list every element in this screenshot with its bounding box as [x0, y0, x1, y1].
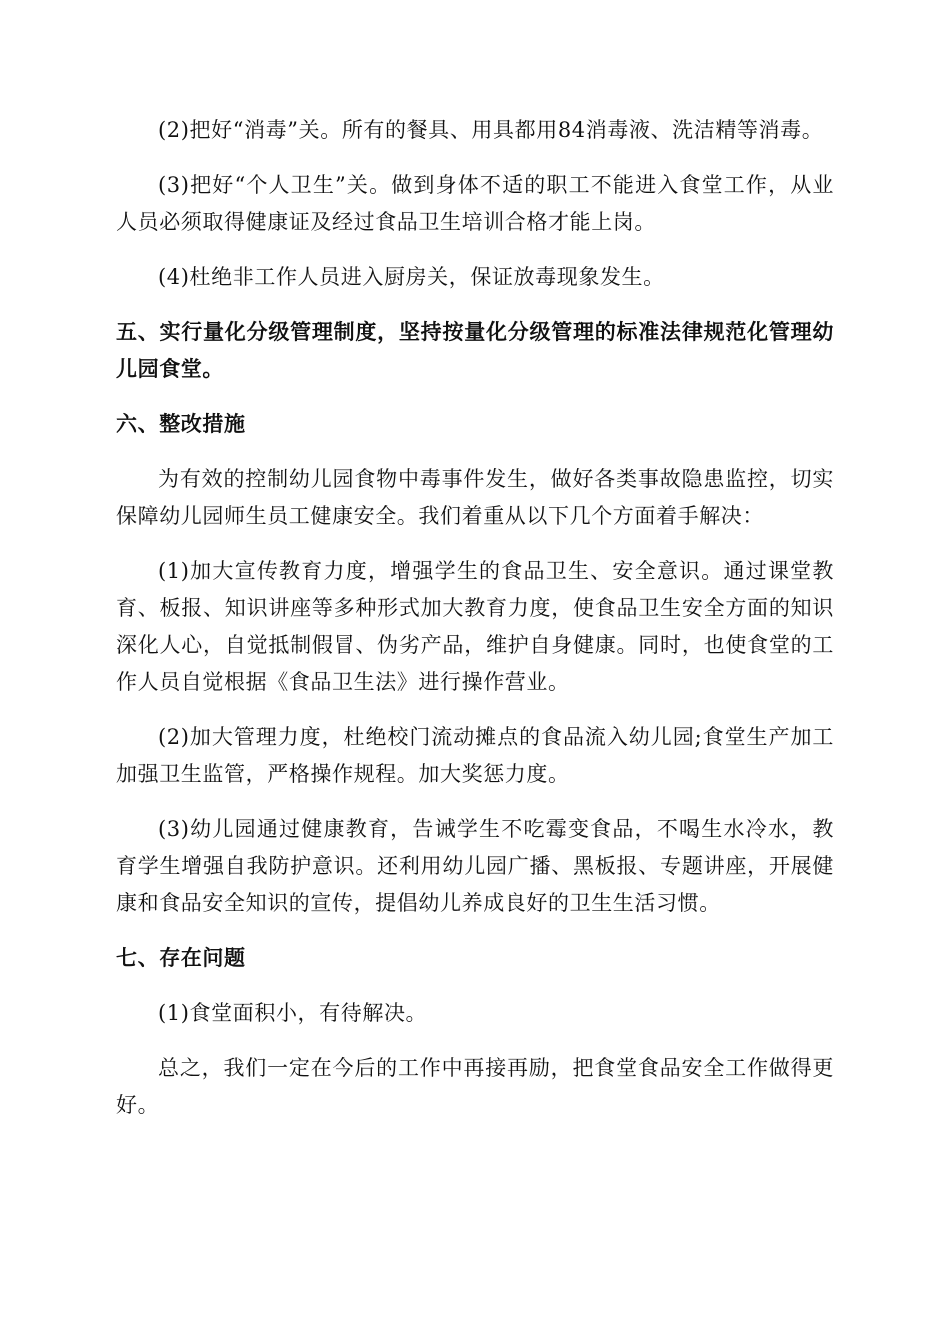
measure-education: (1)加大宣传教育力度，增强学生的食品卫生、安全意识。通过课堂教育、板报、知识讲座等多种形式加大教育力度，使食品卫生安全方面的知识深化人心，自觉抵制假冒、伪劣产品，维护自身健康。同时，也使食堂的工作人员自觉根据《食品卫生法》进行操作营业。	[116, 559, 834, 694]
section-seven-heading: 七、存在问题	[116, 946, 246, 970]
section-five-heading: 五、实行量化分级管理制度，坚持按量化分级管理的标准法律规范化管理幼儿园食堂。	[116, 320, 834, 381]
item-personal-hygiene: (3)把好“个人卫生”关。做到身体不适的职工不能进入食堂工作，从业人员必须取得健康证及经过食品卫生培训合格才能上岗。	[116, 173, 834, 234]
document-page	[116, 112, 834, 1142]
item-kitchen-access: (4)杜绝非工作人员进入厨房关，保证放毒现象发生。	[158, 265, 665, 289]
rectification-intro: 为有效的控制幼儿园食物中毒事件发生，做好各类事故隐患监控，切实保障幼儿园师生员工健康安全。我们着重从以下几个方面着手解决：	[116, 467, 834, 528]
measure-management: (2)加大管理力度，杜绝校门流动摊点的食品流入幼儿园;食堂生产加工加强卫生监管，严格操作规程。加大奖惩力度。	[116, 725, 834, 786]
conclusion: 总之，我们一定在今后的工作中再接再励，把食堂食品安全工作做得更好。	[116, 1056, 834, 1117]
problem-canteen-area: (1)食堂面积小，有待解决。	[158, 1001, 428, 1025]
measure-health-education: (3)幼儿园通过健康教育，告诫学生不吃霉变食品，不喝生水冷水，教育学生增强自我防护意识。还利用幼儿园广播、黑板报、专题讲座，开展健康和食品安全知识的宣传，提倡幼儿养成良好的卫生生活习惯。	[116, 817, 834, 915]
section-six-heading: 六、整改措施	[116, 412, 246, 436]
item-disinfection: (2)把好“消毒”关。所有的餐具、用具都用84消毒液、洗洁精等消毒。	[158, 118, 824, 142]
